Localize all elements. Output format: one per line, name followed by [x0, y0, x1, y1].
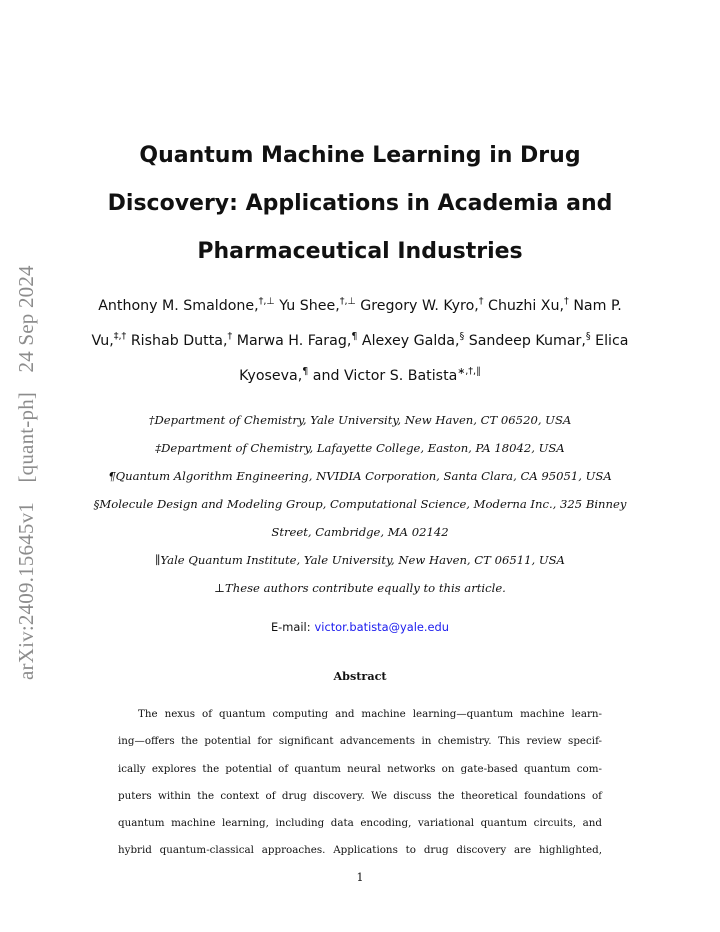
arxiv-category: [quant-ph] — [14, 391, 38, 483]
abstract-line: ically explores the potential of quantum neural networks on gate-based quantum com- — [118, 762, 602, 775]
contact-email — [0, 620, 720, 634]
abstract-text — [118, 701, 602, 865]
abstract-line: ing—offers the potential for significant advancements in chemistry. This review specif- — [118, 735, 602, 748]
abstract-heading: Abstract — [333, 669, 387, 683]
author: Chuzhi Xu,† — [488, 296, 569, 314]
arxiv-id: arXiv:2409.15645v1 — [14, 502, 38, 680]
abstract-line: The nexus of quantum computing and machine learning—quantum machine learn- — [138, 708, 602, 720]
arxiv-date: 24 Sep 2024 — [14, 265, 38, 373]
author-list — [82, 289, 638, 394]
author: Rishab Dutta,† — [130, 331, 233, 349]
affiliation-list — [82, 406, 638, 602]
author: Elica Kyoseva,¶ — [239, 333, 629, 384]
arxiv-identifier-stamp — [14, 251, 39, 680]
author: Nam P. Vu,‡,† — [91, 298, 622, 349]
paper-title: Quantum Machine Learning in Drug Discovery: Applications in Academia and Pharmaceutical Industries — [107, 143, 613, 264]
abstract-line: quantum machine learning, including data encoding, variational quantum circuits, and — [118, 817, 602, 830]
author: Sandeep Kumar,§ — [468, 331, 591, 349]
affiliation: ∥Yale Quantum Institute, Yale University, New Haven, CT 06511, USA — [155, 553, 565, 567]
abstract-line: puters within the context of drug discovery. We discuss the theoretical foundations of — [118, 789, 602, 802]
email-link[interactable]: victor.batista@yale.edu — [314, 620, 449, 634]
affiliation: ¶Quantum Algorithm Engineering, NVIDIA Corporation, Santa Clara, CA 95051, USA — [108, 469, 612, 483]
author: and Victor S. Batista∗,†,∥ — [312, 366, 481, 384]
affiliation: ‡Department of Chemistry, Lafayette College, Easton, PA 18042, USA — [155, 441, 565, 455]
author: Yu Shee,†,⊥ — [279, 296, 356, 314]
affiliation: †Department of Chemistry, Yale University, New Haven, CT 06520, USA — [148, 413, 572, 427]
abstract-line: hybrid quantum-classical approaches. Applications to drug discovery are highlighted, — [118, 844, 602, 857]
email-label: E-mail: — [270, 620, 311, 634]
author: Marwa H. Farag,¶ — [236, 331, 358, 349]
page-number: 1 — [356, 871, 364, 884]
author: Anthony M. Smaldone,†,⊥ — [98, 296, 275, 314]
author-contribution-note: ⊥These authors contribute equally to this article. — [214, 581, 506, 595]
author: Alexey Galda,§ — [361, 331, 465, 349]
affiliation: §Molecule Design and Modeling Group, Computational Science, Moderna Inc., 325 Binney Street, Cambridge, MA 02142 — [93, 497, 627, 539]
author: Gregory W. Kyro,† — [360, 296, 484, 314]
